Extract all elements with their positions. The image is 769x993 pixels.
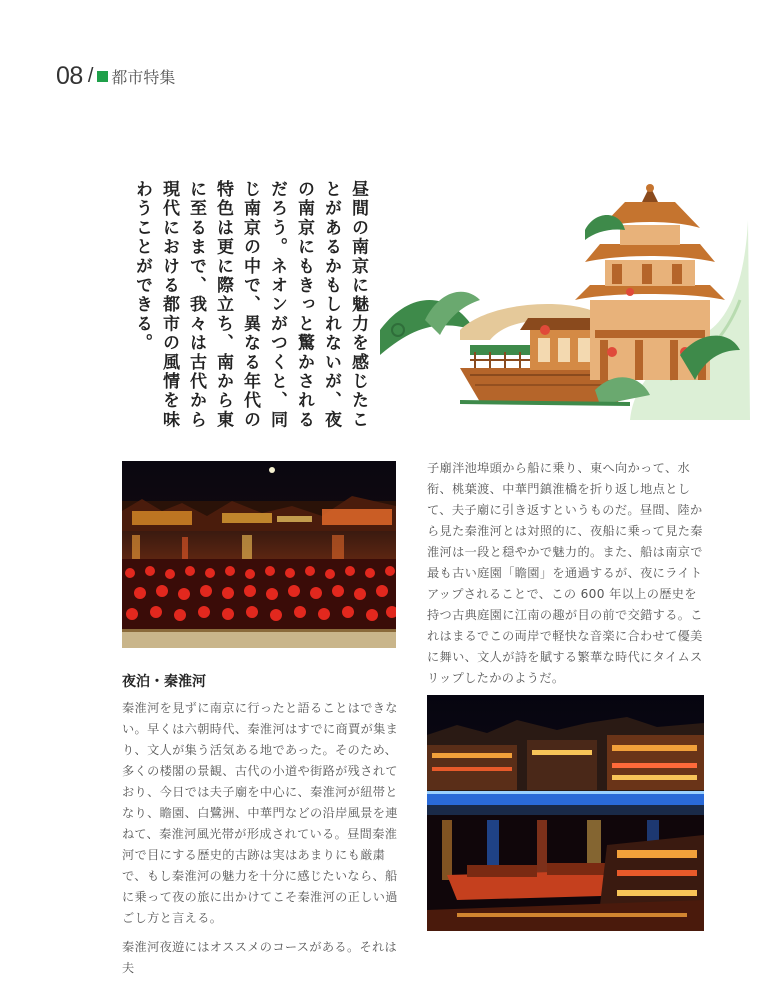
article-paragraph-1: 秦淮河を見ずに南京に行ったと語ることはできない。早くは六朝時代、秦淮河はすでに商賈が集まり、文人が集う活気ある地であった。そのため、多くの楼閣の景観、古代の小道や街路が残されており、今日では夫子廟を中心に、秦淮河が紐帯となり、瞻園、白鷺洲、中華門などの沿岸風景を連ねて、秦淮河風光帯が形成されている。昼間秦淮河で目にする歴史的古跡は実はあまりにも厳粛で、もし秦淮河の魅力を十分に感じたいなら、船に乗って夜の旅に出かけてこそ秦淮河の正しい過ごし方と言える。	[122, 701, 399, 925]
article-paragraph-2: 秦淮河夜遊にはオススメのコースがある。それは夫	[122, 940, 398, 975]
page-number: 08	[56, 62, 83, 90]
green-square-icon	[97, 71, 108, 82]
header-slash: /	[87, 65, 94, 87]
qinhuai-river-night-photo	[122, 461, 396, 648]
section-title: 都市特集	[111, 68, 176, 87]
article-paragraph-right: 子廟泮池埠頭から船に乗り、東へ向かって、水衔、桃葉渡、中華門鎮淮橋を折り返し地点として、夫子廟に引き返すというものだ。昼間、陸から見た秦淮河とは対照的に、夜船に乗って見た秦淮河は一段と穏やかで魅力的。また、船は南京で最も古い庭園「瞻園」を通過するが、夜にライトアップされることで、この 600 年以上の歴史を持つ古典庭園に江南の趣が目の前で交錯する。これはまるでこの両岸で軽快な音楽に合わせて優美に舞い、文人が詩を賦する繁華な時代にタイムスリップしたかのようだ。	[427, 461, 703, 685]
article-right-column	[427, 458, 705, 689]
article-subheading: 夜泊・秦淮河	[122, 674, 206, 690]
pavilion-boat-illustration	[380, 180, 750, 420]
qinhuai-bridge-night-photo	[427, 695, 704, 931]
intro-vertical-text: 昼間の南京に魅力を感じたことがあるかもしれないが、夜の南京にもきっと驚かされるだろう。ネオンがつくと、同じ南京の中で、異なる年代の特色は更に際立ち、南から東に至るまで、我々は古代から現代における都市の風情を味わうことができる。	[132, 180, 368, 430]
page-header	[56, 62, 175, 91]
article-left-column	[122, 698, 400, 979]
